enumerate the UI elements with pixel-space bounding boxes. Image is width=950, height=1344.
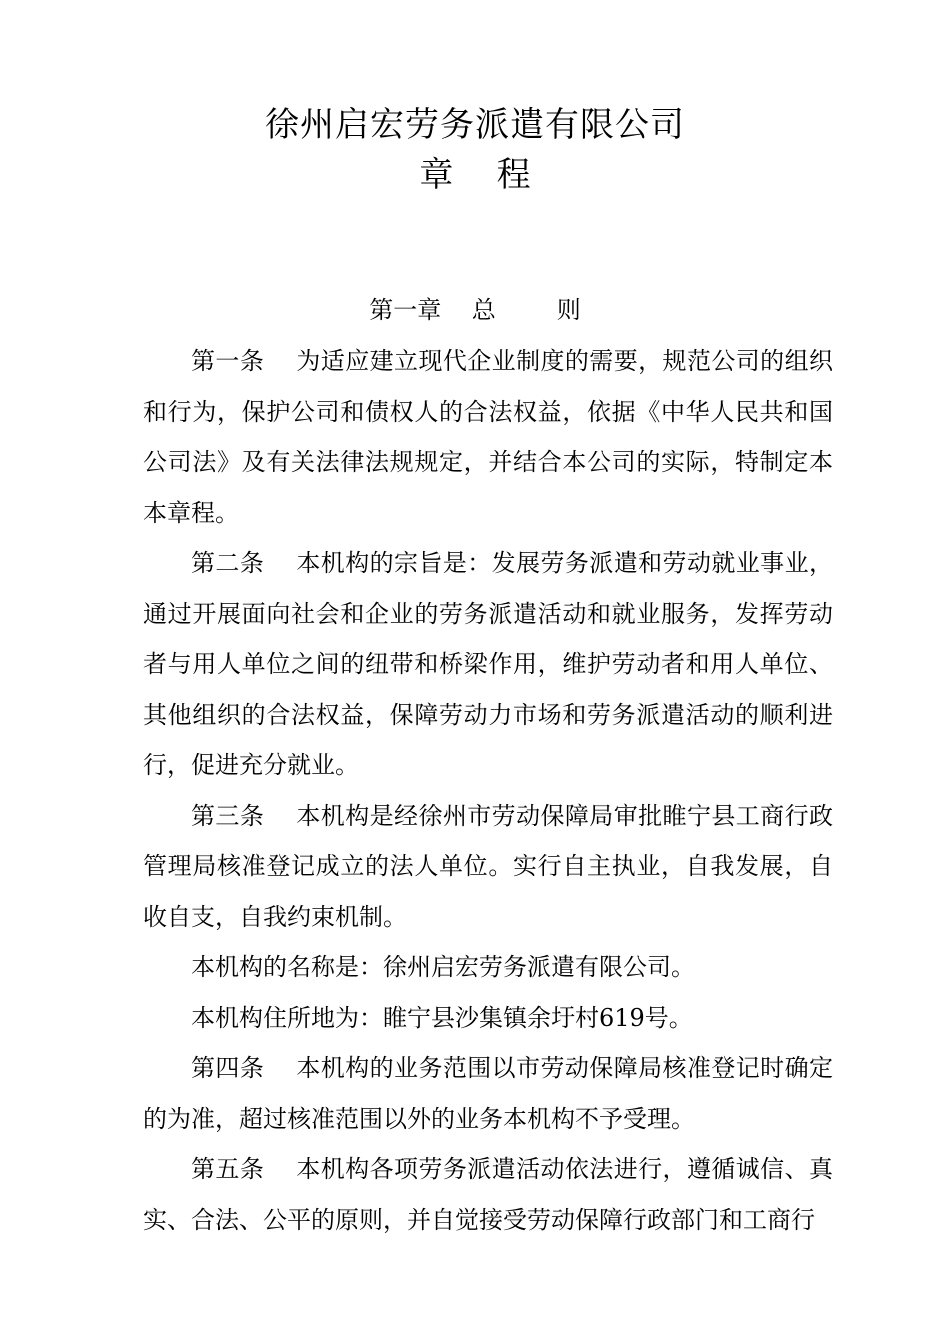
document-title-block bbox=[0, 100, 950, 200]
paragraph-text: 本机构的名称是：徐州启宏劳务派遣有限公司。 bbox=[191, 953, 695, 981]
article-2 bbox=[143, 538, 833, 791]
article-4 bbox=[143, 1043, 833, 1144]
article-text: 本机构的宗旨是：发展劳务派遣和劳动就业事业，通过开展面向社会和企业的劳务派遣活动和就业服务，发挥劳动者与用人单位之间的纽带和桥梁作用，维护劳动者和用人单位、其他组织的合法权益，保障劳动力市场和劳务派遣活动的顺利进行，促进充分就业。 bbox=[143, 549, 834, 779]
article-text: 本机构各项劳务派遣活动依法进行，遵循诚信、真实、合法、公平的原则，并自觉接受劳动保障行政部门和工商行 bbox=[143, 1155, 834, 1234]
document-body bbox=[143, 336, 833, 1245]
article-1 bbox=[143, 336, 833, 538]
org-name-paragraph bbox=[143, 942, 833, 993]
article-3 bbox=[143, 791, 833, 943]
article-number: 第四条 bbox=[191, 1054, 297, 1082]
company-name-title: 徐州启宏劳务派遣有限公司 bbox=[265, 105, 685, 145]
article-number: 第三条 bbox=[191, 801, 297, 830]
article-text: 为适应建立现代企业制度的需要，规范公司的组织和行为，保护公司和债权人的合法权益，依据《中华人民共和国公司法》及有关法律法规规定，并结合本公司的实际，特制定本本章程。 bbox=[143, 347, 834, 527]
article-text: 本机构是经徐州市劳动保障局审批睢宁县工商行政管理局核准登记成立的法人单位。实行自主执业，自我发展，自收自支，自我约束机制。 bbox=[143, 801, 834, 931]
org-address-paragraph bbox=[143, 993, 833, 1044]
paragraph-text: 本机构住所地为：睢宁县沙集镇余圩村619号。 bbox=[191, 1003, 693, 1032]
chapter-heading: 第一章 总 则 bbox=[369, 296, 581, 324]
article-number: 第五条 bbox=[191, 1155, 297, 1183]
article-text: 本机构的业务范围以市劳动保障局核准登记时确定的为准，超过核准范围以外的业务本机构不予受理。 bbox=[143, 1054, 834, 1133]
article-5 bbox=[143, 1144, 833, 1245]
article-number: 第二条 bbox=[191, 549, 297, 577]
document-type-title: 章 程 bbox=[419, 155, 531, 195]
article-number: 第一条 bbox=[191, 347, 297, 375]
